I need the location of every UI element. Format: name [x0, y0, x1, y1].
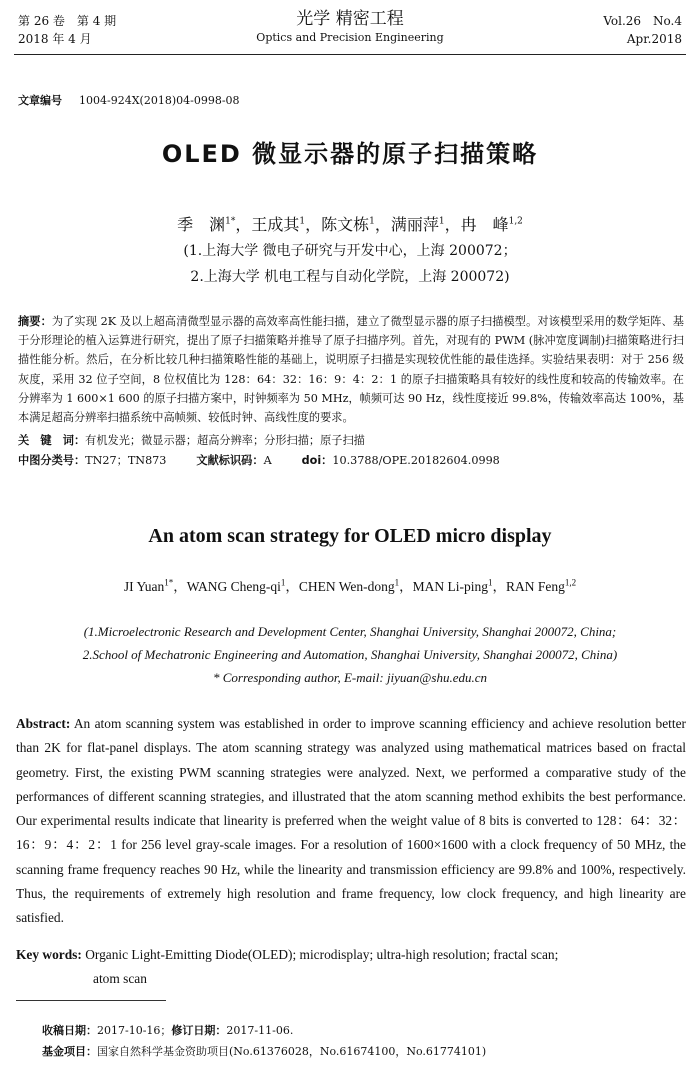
- affiliation-en-2: 2.School of Mechatronic Engineering and Automation, Shanghai University, Shanghai 200072, China): [82, 647, 618, 662]
- author-sup: 1: [299, 216, 306, 227]
- journal-name-cn: 光学 精密工程: [296, 9, 404, 29]
- doi-value: 10.3788/OPE.20182604.0998: [332, 454, 500, 467]
- abstract-en-text: An atom scanning system was established in order to improve scanning efficiency and achieve resolution better than 2K for flat-panel displays. The atom scanning strategy was analyzed using mathematical matrices based on fractal geometry. First, the existing PWM scanning strategies were analyzed. Next, we performed a comparative study of the performances of different scanning strategies, and illustrated that the atom scanning method exhibits the best performance. Our experimental results indicate that linearity is preferred when the weight value of 8 bits is converted to 128：64：32：16：9：4：2：1 for 256 level gray-scale images. For a resolution of 1600×1600 with a clock frequency of 50 MHz, the scanning frame frequency reaches 90 Hz, while the linearity and transmission efficiency are 99.8% and 100%, respectively. Thus, the requirements of extremely high resolution and frame frequency, low clock frequency, and high linearity are satisfied.: [16, 716, 686, 926]
- article-number-value: 1004-924X(2018)04-0998-08: [79, 94, 240, 107]
- author-cn: ，王成其: [235, 215, 300, 234]
- volume-issue-en: Vol.26 No.4: [603, 14, 682, 28]
- funding-footnote: [42, 1043, 486, 1059]
- dates-footnote: [42, 1022, 293, 1038]
- journal-volume-header-en: [603, 12, 682, 48]
- keywords-en: [16, 943, 686, 991]
- volume-issue-cn: 第 26 卷 第 4 期: [18, 14, 117, 28]
- affiliation-cn-1: (1.上海大学 微电子研究与开发中心，上海 200072；: [183, 243, 517, 259]
- author-en: JI Yuan: [123, 579, 165, 594]
- keywords-en-line1: Organic Light-Emitting Diode(OLED); microdisplay; ultra-high resolution; fractal scan;: [85, 947, 559, 962]
- keywords-en-line2: atom scan: [93, 971, 147, 986]
- author-cn: ，冉 峰: [444, 215, 509, 234]
- date-en: Apr.2018: [626, 32, 682, 46]
- author-en: ，MAN Li-ping: [399, 579, 488, 594]
- abstract-cn-text: 为了实现 2K 及以上超高清微型显示器的高效率高性能扫描，建立了微型显示器的原子扫描模型。对该模型采用的数学矩阵、基于分形理论的植入运算进行研究，提出了原子扫描策略并推导了原子扫描序列。首先，对现有的 PWM (脉冲宽度调制)扫描策略进行扫描性能分析。然后，在分析比较几种扫描策略性能的基础上，说明原子扫描是实现较优性能的最佳选择。实验结果表明：对于 256 级灰度，采用 32 位子空间，8 位权值比为 128：64：32：16：9：4：2：1 的原子扫描策略具有较好的线性度和较高的传输效率。在分辨率为 1 600×1 600 的原子扫描方案中，时钟频率为 50 MHz，帧频可达 90 Hz，线性度接近 99.8%，传输效率高达 100%，基本满足超高分辨率扫描系统中高帧频、较低时钟、高线性度的要求。: [18, 315, 684, 425]
- author-sup: 1,2: [564, 577, 577, 588]
- footnote-divider: [16, 1000, 166, 1001]
- classification-line: [18, 452, 500, 468]
- keywords-en-label: Key words:: [16, 947, 82, 962]
- author-sup: 1*: [225, 216, 236, 227]
- article-number-label: 文章编号: [18, 94, 62, 107]
- author-sup: 1: [488, 577, 493, 588]
- date-cn: 2018 年 4 月: [18, 32, 92, 46]
- abstract-en: [16, 712, 686, 931]
- fund-label: 基金项目：: [42, 1045, 97, 1058]
- keywords-cn: [18, 432, 365, 448]
- authors-en: [0, 575, 700, 595]
- author-en: ，CHEN Wen-dong: [285, 579, 395, 594]
- title-cn: OLED 微显示器的原子扫描策略: [161, 140, 539, 168]
- author-sup: 1,2: [508, 216, 523, 227]
- abstract-cn-label: 摘要：: [18, 315, 52, 328]
- author-cn: ，陈文栋: [305, 215, 370, 234]
- author-sup: 1: [438, 216, 445, 227]
- corresponding-author: * Corresponding author, E-mail: jiyuan@shu.edu.cn: [213, 670, 487, 685]
- revised-label: 修订日期：: [171, 1024, 227, 1037]
- affiliation-cn-2: 2.上海大学 机电工程与自动化学院，上海 200072): [190, 269, 510, 285]
- affiliation-en-1: (1.Microelectronic Research and Development Center, Shanghai University, Shanghai 200072, China;: [83, 624, 617, 639]
- keywords-cn-label: 关 键 词：: [18, 434, 86, 447]
- authors-cn: [0, 212, 700, 235]
- author-sup: 1*: [164, 577, 174, 588]
- article-number: [18, 92, 240, 108]
- doi-label: doi：: [301, 454, 333, 467]
- author-sup: 1: [369, 216, 375, 227]
- received-value: 2017-10-16；: [97, 1024, 172, 1037]
- author-sup: 1: [280, 577, 286, 588]
- keywords-cn-text: 有机发光；微显示器；超高分辨率；分形扫描；原子扫描: [85, 434, 365, 447]
- fund-value: 国家自然科学基金资助项目(No.61376028，No.61674100，No.61774101): [97, 1045, 487, 1058]
- title-en: An atom scan strategy for OLED micro display: [148, 525, 552, 547]
- clc-label: 中图分类号：: [18, 454, 86, 467]
- author-cn: 季 渊: [177, 215, 226, 234]
- revised-value: 2017-11-06.: [226, 1024, 294, 1037]
- abstract-en-label: Abstract:: [16, 716, 71, 731]
- author-en: ，RAN Feng: [492, 579, 565, 594]
- journal-name-en: Optics and Precision Engineering: [256, 31, 444, 44]
- author-sup: 1: [394, 577, 400, 588]
- header-divider: [14, 54, 686, 55]
- journal-name-header: [0, 8, 700, 46]
- author-cn: ，满丽萍: [374, 215, 439, 234]
- doc-code-value: A: [263, 454, 272, 467]
- received-label: 收稿日期：: [42, 1024, 97, 1037]
- clc-value: TN27；TN873: [85, 454, 167, 467]
- author-en: ，WANG Cheng-qi: [173, 579, 281, 594]
- abstract-cn: [18, 312, 684, 427]
- doc-code-label: 文献标识码：: [196, 454, 264, 467]
